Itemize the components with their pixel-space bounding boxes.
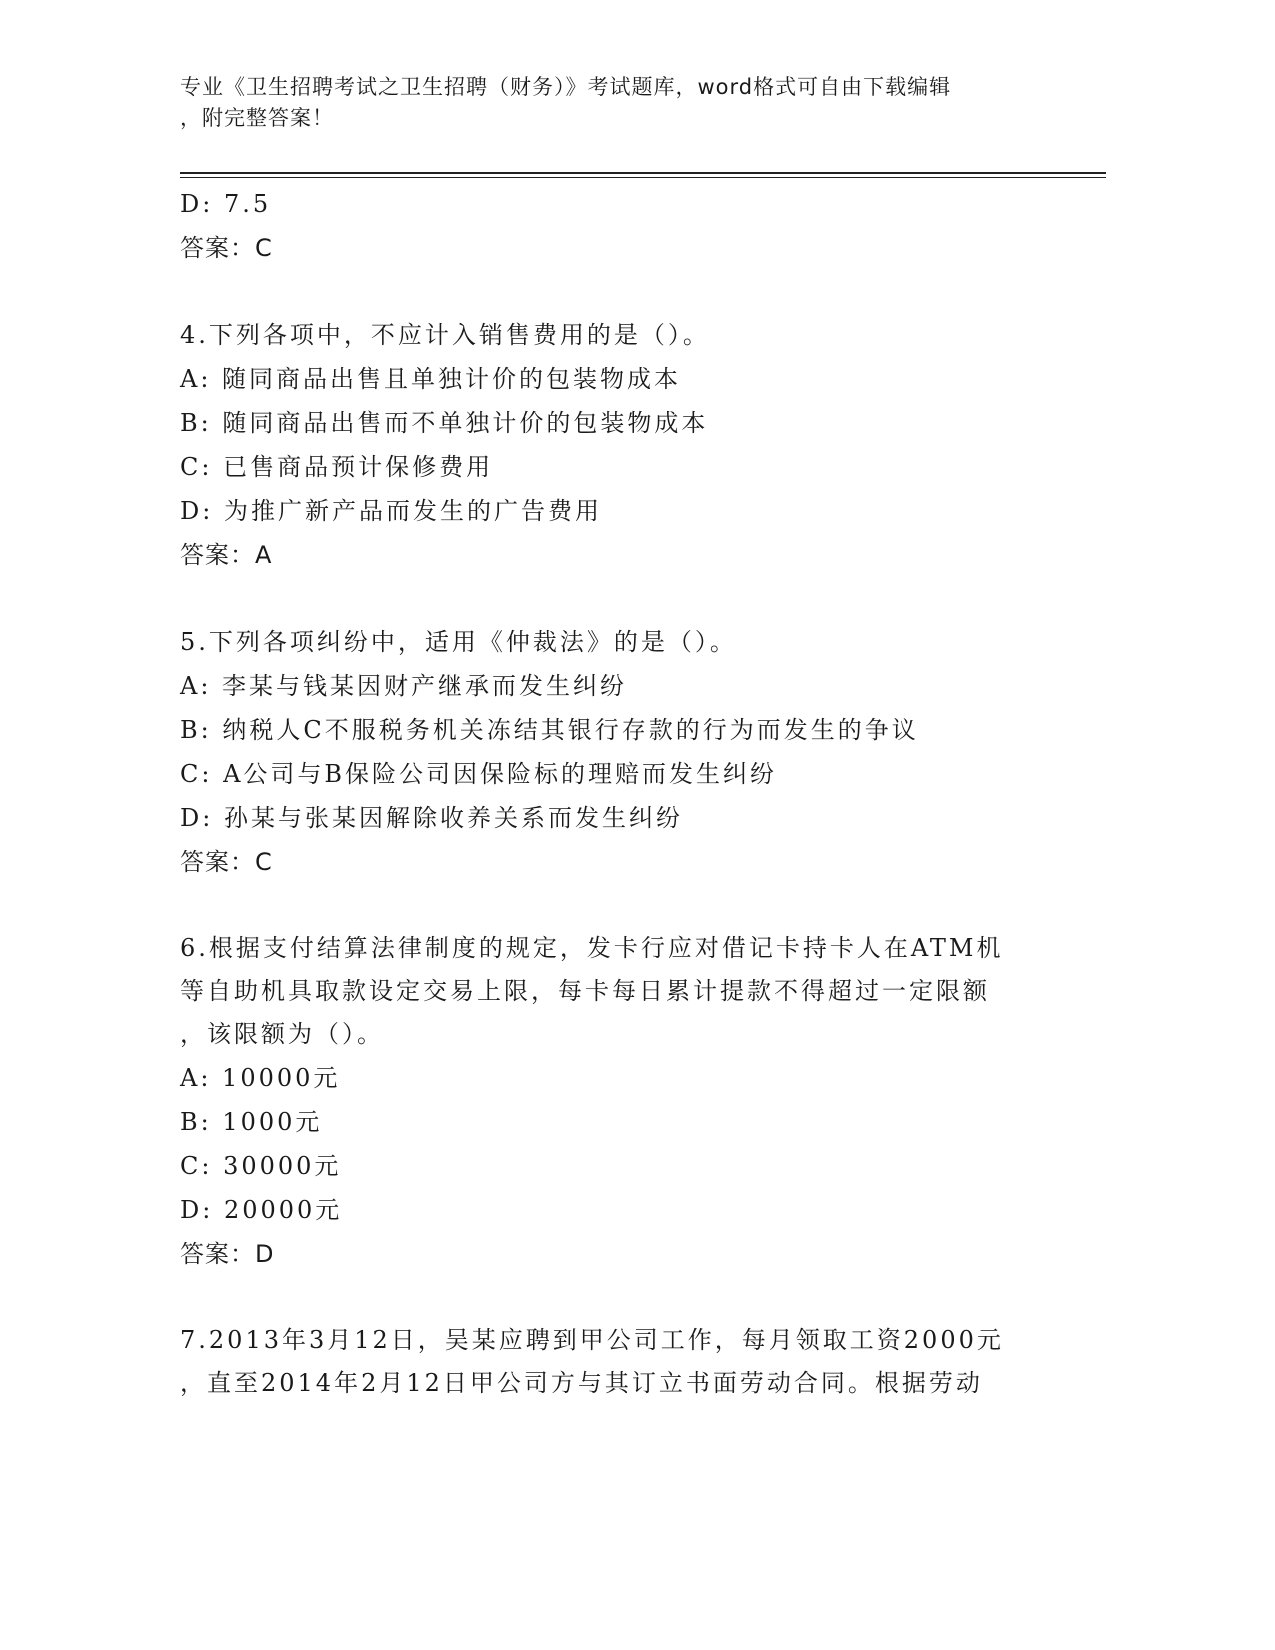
question-stem-line: ，该限额为（）。 bbox=[180, 1020, 384, 1048]
question-4 bbox=[180, 313, 1040, 577]
question-stem: 5.下列各项纠纷中，适用《仲裁法》的是（）。 bbox=[180, 628, 737, 656]
answer-line: 答案：C bbox=[180, 234, 273, 262]
document-header bbox=[180, 72, 1040, 134]
question-stem-line: 7.2013年3月12日，吴某应聘到甲公司工作，每月领取工资2000元 bbox=[180, 1326, 1004, 1354]
question-stem: 4.下列各项中，不应计入销售费用的是（）。 bbox=[180, 321, 710, 349]
option-a: A: 随同商品出售且单独计价的包装物成本 bbox=[180, 365, 682, 393]
question-stem-line: 等自助机具取款设定交易上限，每卡每日累计提款不得超过一定限额 bbox=[180, 977, 990, 1005]
option-b: B: 随同商品出售而不单独计价的包装物成本 bbox=[180, 409, 709, 437]
option-d: D: 20000元 bbox=[180, 1196, 343, 1224]
option-a: A: 李某与钱某因财产继承而发生纠纷 bbox=[180, 672, 628, 700]
question-3-tail bbox=[180, 182, 1040, 270]
header-divider-thin bbox=[180, 177, 1106, 178]
option-c: C: 已售商品预计保修费用 bbox=[180, 453, 494, 481]
header-line-2: ，附完整答案！ bbox=[180, 106, 334, 130]
option-d: D: 为推广新产品而发生的广告费用 bbox=[180, 497, 602, 525]
answer-line: 答案：D bbox=[180, 1240, 275, 1268]
question-list bbox=[180, 182, 1040, 1405]
answer-line: 答案：A bbox=[180, 541, 273, 569]
answer-line: 答案：C bbox=[180, 848, 273, 876]
header-divider-thick bbox=[180, 172, 1106, 174]
option-d: D: 7.5 bbox=[180, 190, 272, 218]
option-d: D: 孙某与张某因解除收养关系而发生纠纷 bbox=[180, 804, 683, 832]
option-c: C: A公司与B保险公司因保险标的理赔而发生纠纷 bbox=[180, 760, 778, 788]
question-6 bbox=[180, 927, 1040, 1276]
header-line-1: 专业《卫生招聘考试之卫生招聘（财务）》考试题库，word格式可自由下载编辑 bbox=[180, 75, 952, 99]
question-7 bbox=[180, 1319, 1040, 1405]
option-b: B: 1000元 bbox=[180, 1108, 323, 1136]
option-b: B: 纳税人C不服税务机关冻结其银行存款的行为而发生的争议 bbox=[180, 716, 919, 744]
question-stem-line: 6.根据支付结算法律制度的规定，发卡行应对借记卡持卡人在ATM机 bbox=[180, 934, 1004, 962]
question-stem-line: ，直至2014年2月12日甲公司方与其订立书面劳动合同。根据劳动 bbox=[180, 1369, 983, 1397]
option-c: C: 30000元 bbox=[180, 1152, 342, 1180]
option-a: A: 10000元 bbox=[180, 1064, 341, 1092]
question-5 bbox=[180, 620, 1040, 884]
